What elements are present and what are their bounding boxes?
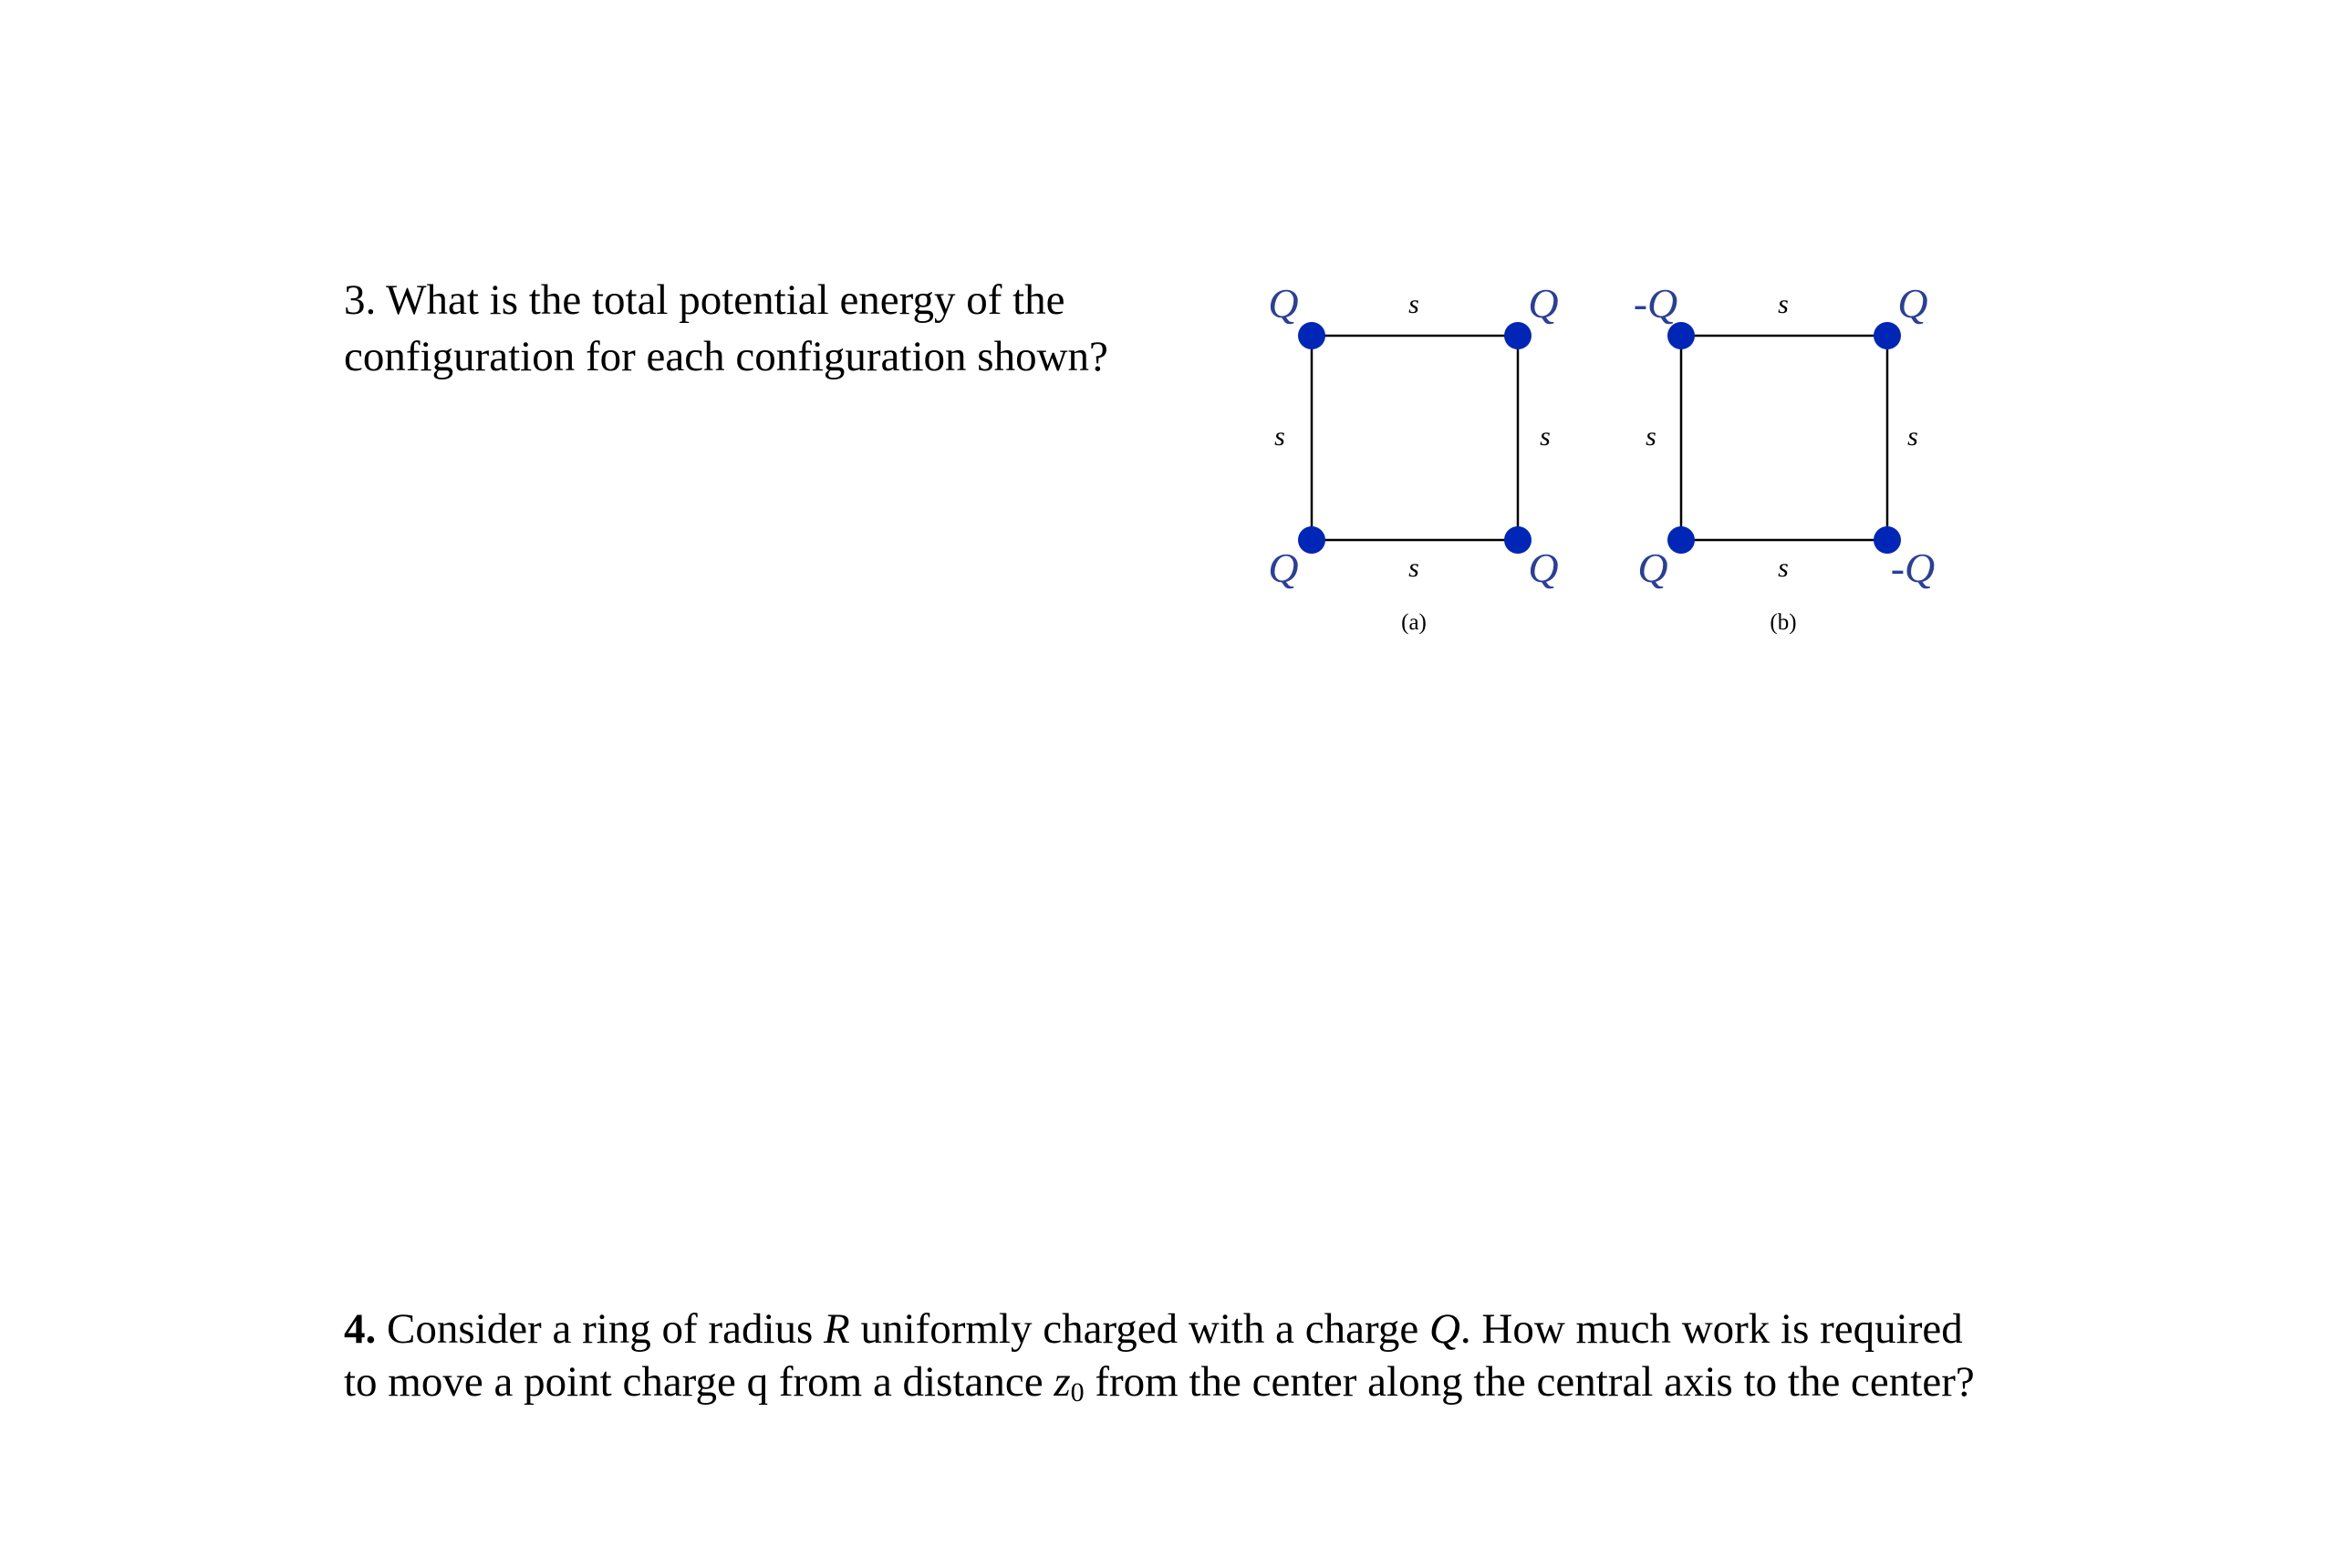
config-b-label-bottom-right: -Q bbox=[1890, 545, 1936, 591]
config-a-side-right: s bbox=[1540, 421, 1551, 452]
distance-subscript: 0 bbox=[1070, 1377, 1085, 1407]
config-a-caption: (a) bbox=[1401, 610, 1427, 635]
config-b-side-bottom: s bbox=[1778, 553, 1789, 583]
config-a-label-top-right: Q bbox=[1528, 280, 1559, 327]
question-4-part-2: uniformly charged with a charge bbox=[849, 1305, 1429, 1353]
config-a-label-top-left: Q bbox=[1268, 280, 1299, 327]
config-a-charge-top-left bbox=[1298, 322, 1325, 349]
config-a-charge-bottom-left bbox=[1298, 526, 1325, 554]
config-b-side-right: s bbox=[1907, 421, 1918, 452]
config-a-side-bottom: s bbox=[1408, 553, 1419, 583]
question-4-number: 4. bbox=[344, 1305, 377, 1353]
question-4-part-4: from the center along the central axis to the center? bbox=[1084, 1358, 1975, 1406]
config-b-side-left: s bbox=[1646, 421, 1656, 452]
config-b-label-top-right: Q bbox=[1897, 280, 1928, 327]
config-a-side-left: s bbox=[1274, 421, 1285, 452]
config-a-side-top: s bbox=[1408, 289, 1419, 319]
config-b-label-top-left: -Q bbox=[1633, 280, 1678, 327]
charge-symbol: Q bbox=[1428, 1305, 1460, 1353]
config-b-charge-bottom-left bbox=[1667, 526, 1695, 554]
question-4-part-3: . How much work is required to move a point charge q from a distance bbox=[344, 1305, 1963, 1406]
question-4-part-1: Consider a ring of radius bbox=[376, 1305, 825, 1353]
config-b-square bbox=[1634, 280, 1936, 635]
question-4-text bbox=[344, 1303, 2004, 1408]
question-3-text: 3. What is the total potential energy of the configuration for each configuration shown? bbox=[344, 276, 1108, 380]
config-a-label-bottom-right: Q bbox=[1528, 545, 1559, 591]
config-b-label-bottom-left: Q bbox=[1637, 545, 1668, 591]
config-b-side-top: s bbox=[1778, 289, 1789, 319]
distance-symbol: z bbox=[1054, 1358, 1071, 1406]
config-b-caption: (b) bbox=[1770, 610, 1797, 635]
config-a-square bbox=[1268, 280, 1558, 635]
config-a-label-bottom-left: Q bbox=[1268, 545, 1299, 591]
radius-symbol: R bbox=[824, 1305, 850, 1353]
